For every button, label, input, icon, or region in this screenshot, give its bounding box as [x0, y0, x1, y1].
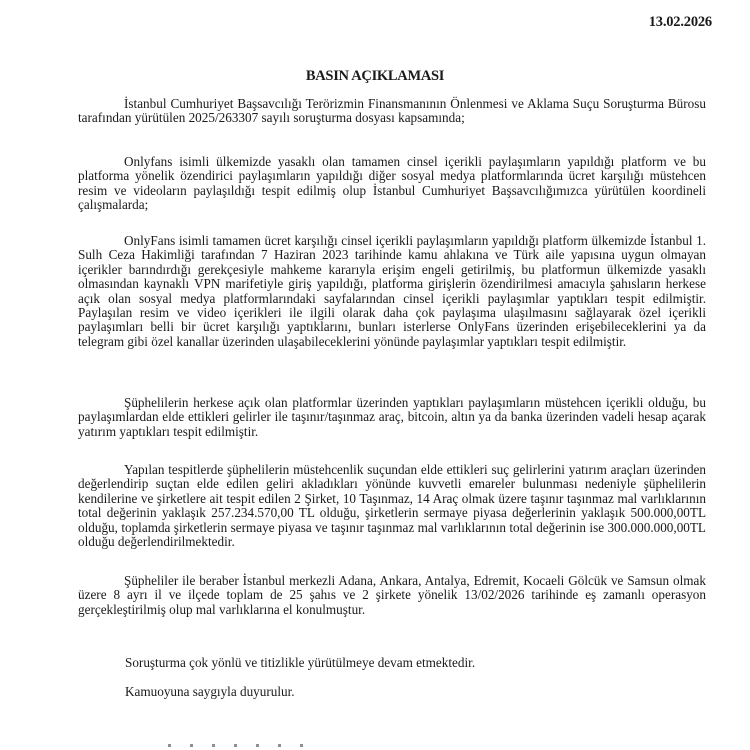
paragraph-onlyfans-background: Onlyfans isimli ülkemizde yasaklı olan tamamen cinsel içerikli paylaşımların yapıldığı platform ve bu platforma yönelik özendirici paylaşımların yapıldığı diğer sosyal medya platformlarında ücret karşılığı müstehcen resim ve videoların paylaşıldığı tespit edilmiş olup İstanbul Cumhuriyet Başsavcılığımızca yürütülen koordineli çalışmalarda; [78, 154, 706, 213]
paragraph-investments: Şüphelilerin herkese açık olan platformlar üzerinden yaptıkları paylaşımların müstehcen içerikli olduğu, bu paylaşımlardan elde ettikleri gelirler ile taşınır/taşınmaz araç, bitcoin, altın ya da banka üzerinden vadeli hesap açarak yatırım yaptıkları tespit edilmiştir. [78, 395, 706, 439]
document-title: BASIN AÇIKLAMASI [305, 68, 445, 84]
document-date: 13.02.2026 [648, 14, 712, 30]
paragraph-asset-values: Yapılan tespitlerde şüphelilerin müstehcenlik suçundan elde ettikleri suç gelirlerini yatırım araçları üzerinden değerlendirip suçtan elde edilen geliri akladıkları yönünde kuvvetli emareler bulunması nedeniyle şüphelilerin kendilerine ve şirketlere ait tespit edilen 2 Şirket, 10 Taşınmaz, 14 Araç olmak üzere taşınır taşınmaz mal varlıklarının total değerinin yaklaşık 257.234.570,00 TL olduğu, şirketlerin sermaye piyasa değerlerinin yaklaşık 500.000,00TL olduğu, toplamda şirketlerin sermaye piyasa ve taşınır taşınmaz mal varlıklarının total değerinin ise 300.000.000,00TL olduğu değerlendirilmektedir. [78, 462, 706, 550]
paragraph-access-ban-details: OnlyFans isimli tamamen ücret karşılığı cinsel içerikli paylaşımların yapıldığı platform ülkemizde İstanbul 1. Sulh Ceza Hakimliği tarafından 7 Haziran 2023 tarihinde kamu ahlakına ve Türk aile yapısına uygun olmayan içerikler barındırdığı gerekçesiyle mahkeme kararıyla erişim engeli getirilmiş, bu platformun ülkemizde yasaklı olmasından kaynaklı VPN marifetiyle giriş yapıldığı, platforma girişlerin özendirilmesi amacıyla şahısların herkese açık olan sosyal medya platformlarındaki sayfalarından cinsel içerikli paylaşımlar yaptıkları tespit edilmiştir. Paylaşılan resim ve video içerikleri ile ilgili olarak daha çok paylaşıma ulaşılmasını sağlayarak özel içerikli paylaşımları belli bir ücret karşılığı yaptıklarını, bunları isterlerse OnlyFans üzerinden erişebileceklerini ya da telegram gibi özel kanallar üzerinden ulaşabileceklerini yönünde paylaşımlar yaptıkları tespit edilmiştir. [78, 233, 706, 349]
paragraph-investigation-scope: İstanbul Cumhuriyet Başsavcılığı Terörizmin Finansmanının Önlenmesi ve Aklama Suçu Soruşturma Bürosu tarafından yürütülen 2025/263307 sayılı soruşturma dosyası kapsamında; [78, 96, 706, 126]
closing-line-announcement: Kamuoyuna saygıyla duyurulur. [125, 684, 295, 699]
closing-line-investigation: Soruşturma çok yönlü ve titizlikle yürütülmeye devam etmektedir. [125, 655, 476, 670]
cut-off-signature-line [168, 744, 318, 747]
paragraph-operation: Şüpheliler ile beraber İstanbul merkezli Adana, Ankara, Antalya, Edremit, Kocaeli Gölcük ve Samsun olmak üzere 8 ayrı il ve ilçede toplam de 25 şahıs ve 2 şirkete yönelik 13/02/2026 tarihinde eş zamanlı operasyon gerçekleştirilmiş olup mal varlıklarına el konulmuştur. [78, 573, 706, 617]
